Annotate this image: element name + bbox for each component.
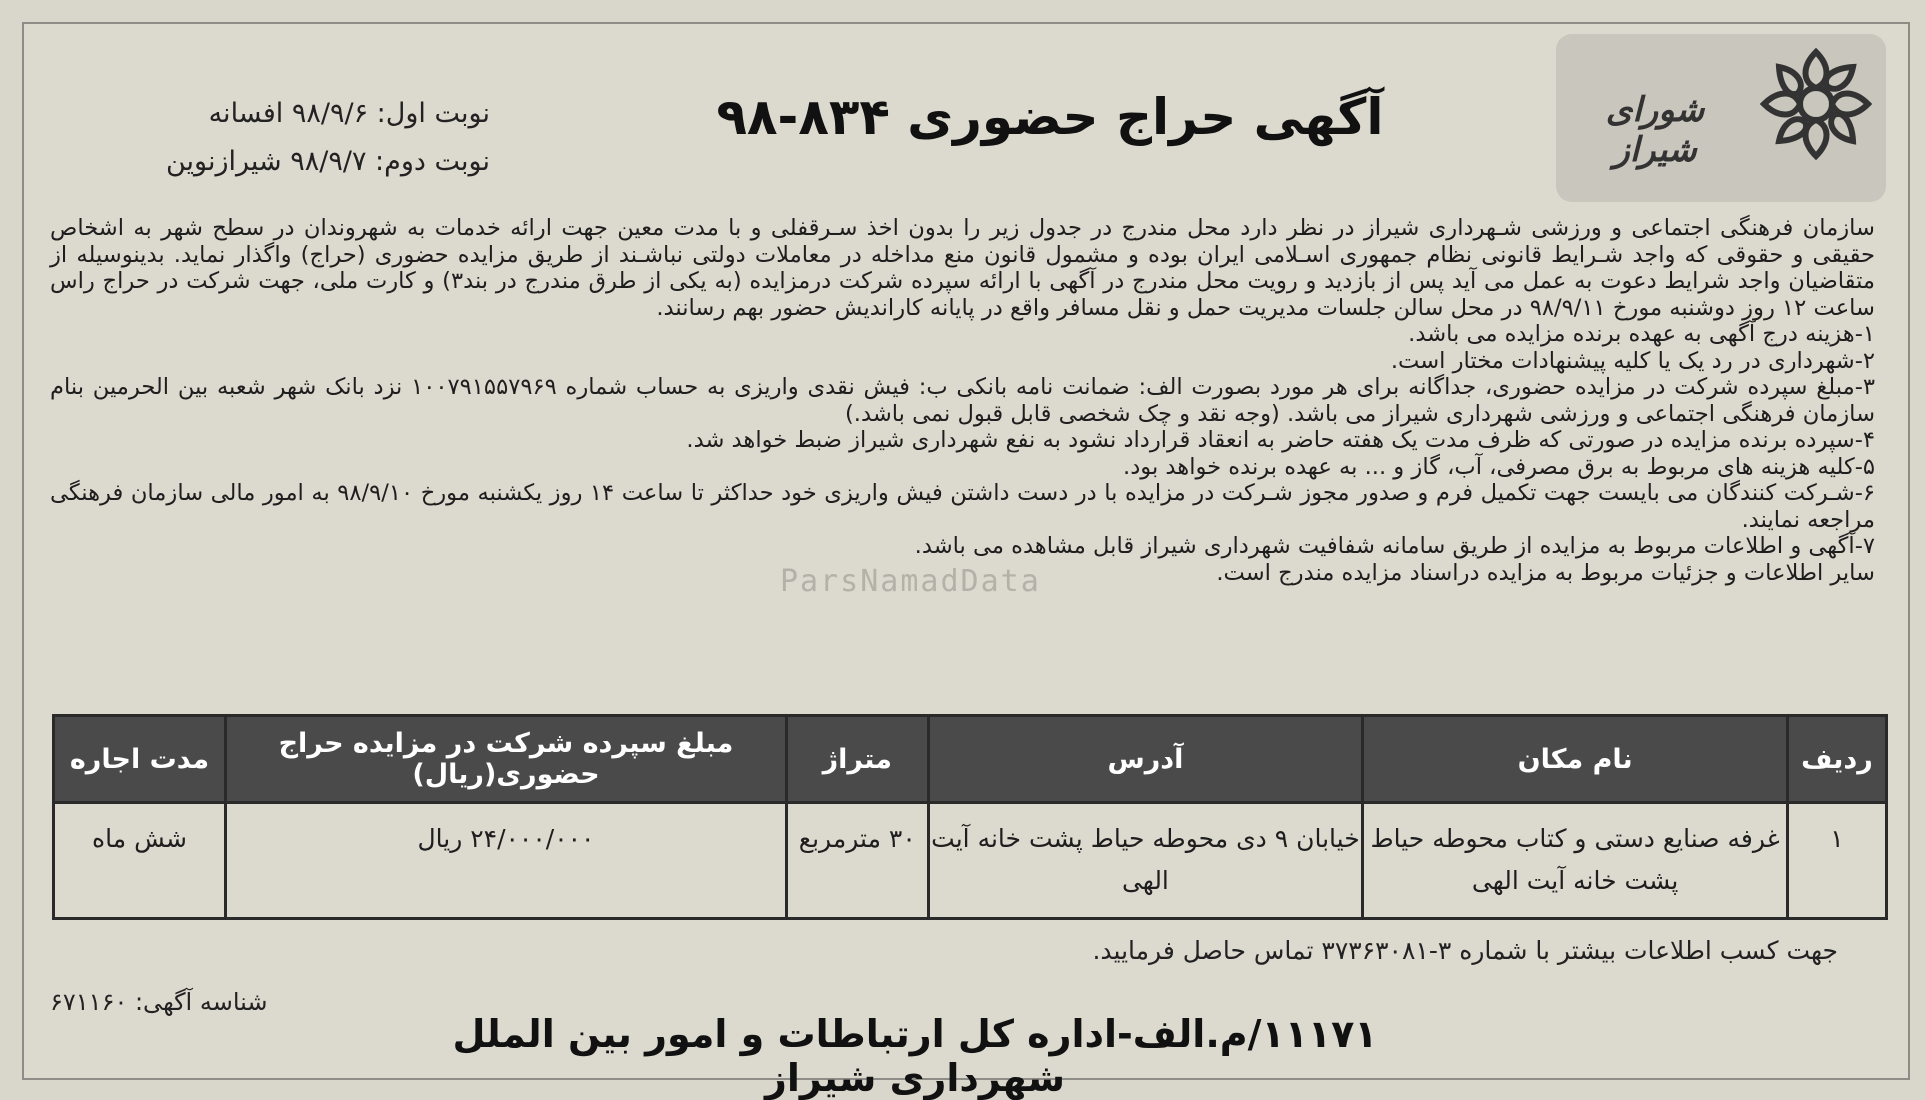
condition-item: ۴-سپرده برنده مزایده در صورتی که ظرف مدت یک هفته حاضر به انعقاد قرارداد نشود به نفع شهرداری شیراز ضبط خواهد شد.: [686, 427, 1875, 453]
announcement-body: [50, 215, 1875, 586]
cell-address: خیابان ۹ دی محوطه حیاط پشت خانه آیت الهی: [928, 803, 1363, 919]
col-header-address: آدرس: [928, 716, 1363, 803]
second-publication: نوبت دوم: ۹۸/۹/۷ شیرازنوین: [165, 146, 490, 177]
logo-wordmark: شورای شیراز: [1605, 90, 1705, 170]
table-header-row: [54, 716, 1887, 803]
col-header-row: ردیف: [1787, 716, 1886, 803]
cell-area: ۳۰ مترمربع: [787, 803, 929, 919]
cell-term: شش ماه: [54, 803, 226, 919]
condition-item: ۲-شهرداری در رد یک یا کلیه پیشنهادات مختار است.: [1390, 347, 1875, 374]
col-header-deposit: مبلغ سپرده شرکت در مزایده حراج حضوری(ریال): [225, 716, 786, 803]
col-header-term: مدت اجاره: [54, 716, 226, 803]
watermark: ParsNamadData: [780, 564, 1041, 599]
col-header-place: نام مکان: [1363, 716, 1788, 803]
cell-row: ۱: [1787, 803, 1886, 919]
ad-identifier: شناسه آگهی: ۶۷۱۱۶۰: [50, 988, 268, 1016]
first-publication: نوبت اول: ۹۸/۹/۶ افسانه: [208, 98, 490, 129]
col-header-area: متراژ: [787, 716, 929, 803]
condition-item: ۱-هزینه درج آگهی به عهده برنده مزایده می باشد.: [1408, 321, 1875, 347]
intro-paragraph: سازمان فرهنگی اجتماعی و ورزشی شـهرداری شیراز در نظر دارد محل مندرج در جدول زیر را بدون اخذ سـرقفلی و با مدت معین جهت ارائه خدمات به شهروندان در سطح شهر به اشخاص حقیقی و حقوقی که واجد شـرایط قانونی نظام جمهوری اسـلامی ایران بوده و مشمول قانون منع مداخله در معاملات دولتی نباشـند از طریق مزایده حضوری (حراج) واگذار نماید. بدینوسیله از متقاضیان واجد شرایط دعوت به عمل می آید پس از بازدید و رویت محل مندرج در آگهی با ارائه سپرده شرکت درمزایده (به یکی از طرق مندرج در بند۳) و کارت ملی، جهت شرکت در حراج راس ساعت ۱۲ روز دوشنبه مورخ ۹۸/۹/۱۱ در محل سالن جلسات مدیریت حمل و نقل مسافر واقع در پایانه کاراندیش حضور بهم رسانند.: [50, 215, 1875, 321]
table-row: [54, 803, 1887, 919]
condition-item: ۵-کلیه هزینه های مربوط به برق مصرفی، آب، گاز و ... به عهده برنده خواهد بود.: [1123, 453, 1875, 480]
cell-place: غرفه صنایع دستی و کتاب محوطه حیاط پشت خانه آیت الهی: [1363, 803, 1788, 919]
auction-table: [52, 714, 1888, 920]
flower-logo-icon: [1756, 44, 1876, 164]
cell-deposit: ۲۴/۰۰۰/۰۰۰ ریال: [225, 803, 786, 919]
condition-item: ۶-شـرکت کنندگان می بایست جهت تکمیل فرم و صدور مجوز شـرکت در مزایده با در دست داشتن فیش واریزی خود حداکثر تا ساعت ۱۴ روز یکشنبه مورخ ۹۸/۹/۱۰ به امور مالی سازمان فرهنگی مراجعه نمایند.: [50, 480, 1876, 533]
contact-line: جهت کسب اطلاعات بیشتر با شماره ۳-۳۷۳۶۳۰۸۱ تماس حاصل فرمایید.: [1092, 936, 1838, 965]
page-title: آگهی حراج حضوری ۸۳۴-۹۸: [716, 88, 1384, 146]
condition-item: سایر اطلاعات و جزئیات مربوط به مزایده دراسناد مزایده مندرج است.: [1216, 559, 1875, 586]
condition-item: ۳-مبلغ سپرده شرکت در مزایده حضوری، جداگانه برای هر مورد بصورت الف: ضمانت نامه بانکی ب: فیش نقدی واریزی به حساب شماره ۱۰۰۷۹۱۵۵۷۹۶۹ نزد بانک شهر شعبه بین الحرمین بنام سازمان فرهنگی اجتماعی و ورزشی شهرداری شیراز می باشد. (وجه نقد و چک شخصی قابل قبول نمی باشد.): [50, 374, 1875, 427]
condition-item: ۷-آگهی و اطلاعات مربوط به مزایده از طریق سامانه شفافیت شهرداری شیراز قابل مشاهده می باشد.: [914, 533, 1875, 559]
footer-issuer: ۱۱۱۷۱/م.الف-اداره کل ارتباطات و امور بین الملل شهرداری شیراز: [452, 1012, 1378, 1100]
